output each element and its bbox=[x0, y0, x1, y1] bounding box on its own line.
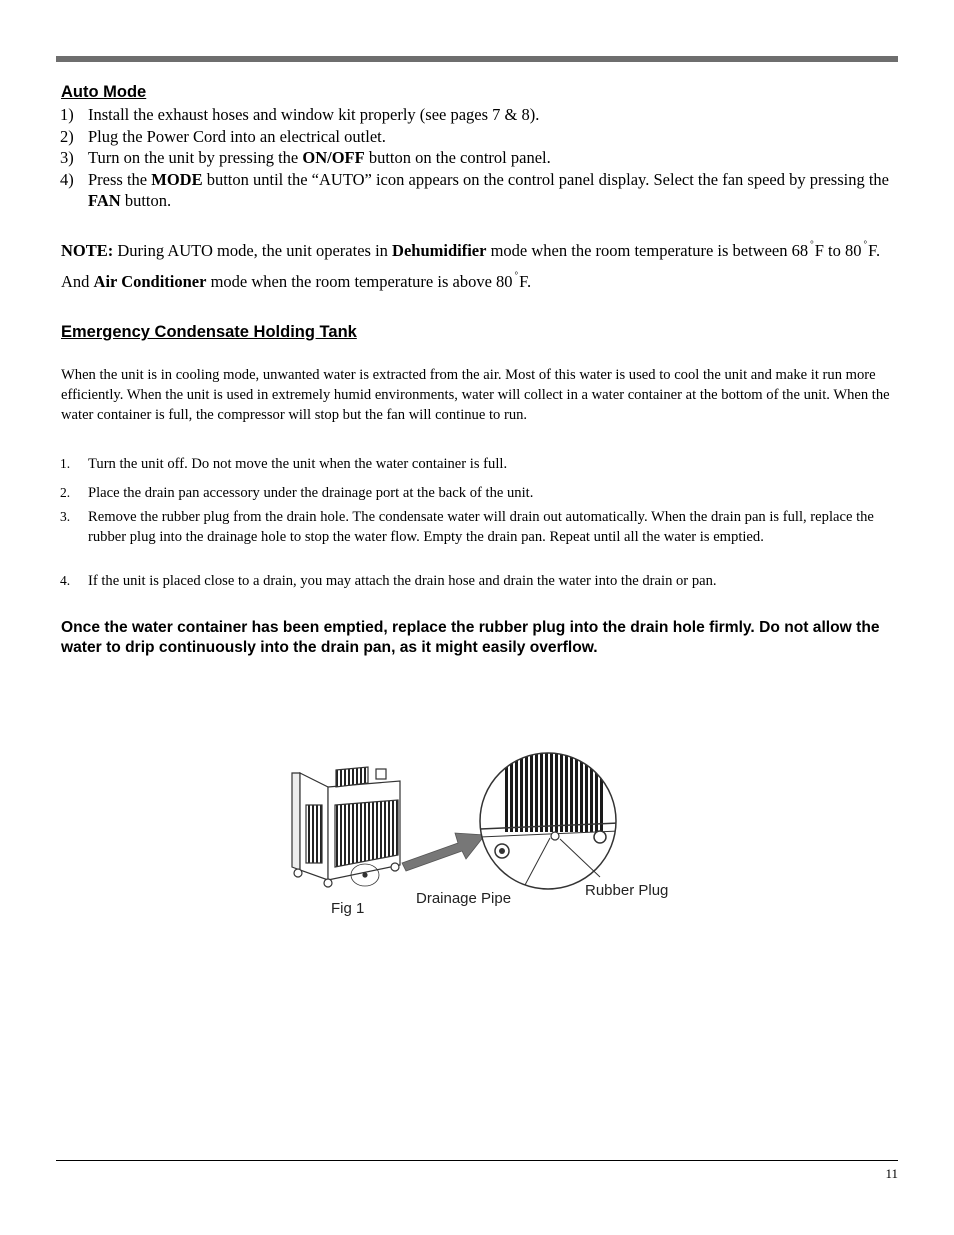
step-number: 2. bbox=[60, 485, 71, 500]
step-text bbox=[88, 147, 898, 169]
list-item bbox=[60, 126, 898, 148]
list-item bbox=[60, 571, 896, 591]
page-number: 11 bbox=[885, 1166, 898, 1181]
step-text-run: button until the “AUTO” icon appears on the control panel display. Select the fan speed by pressing the bbox=[202, 169, 889, 189]
list-item bbox=[60, 147, 898, 169]
step-text-run: Turn on the unit by pressing the bbox=[88, 148, 303, 167]
list-item bbox=[60, 169, 898, 212]
tank-steps bbox=[60, 454, 896, 474]
step-text: Place the drain pan accessory under the drainage port at the back of the unit. bbox=[88, 485, 534, 501]
tank-steps bbox=[60, 483, 896, 503]
step-text bbox=[88, 169, 898, 212]
magnified-view bbox=[480, 745, 620, 895]
tank-steps bbox=[60, 571, 896, 591]
degree-symbol: ° bbox=[863, 239, 868, 249]
note-text-4: F. And bbox=[61, 241, 881, 291]
step-number: 4. bbox=[60, 573, 71, 588]
step-text-run: Plug the Power Cord into an electrical outlet. bbox=[88, 126, 386, 146]
step-text-run: button. bbox=[120, 191, 172, 210]
step-text-run: Press the bbox=[88, 169, 152, 189]
note-text-6: F. bbox=[519, 272, 532, 291]
step-bold-term: MODE bbox=[151, 169, 203, 189]
note-dehumidifier: Dehumidifier bbox=[392, 241, 487, 260]
auto-mode-steps bbox=[60, 104, 898, 212]
step-text bbox=[88, 104, 898, 126]
top-rule bbox=[56, 56, 898, 62]
bottom-rule bbox=[56, 1160, 898, 1161]
step-text: Remove the rubber plug from the drain hole. The condensate water will drain out automatically. When the drain pan is full, replace the rubber plug into the drainage hole to stop the water flow. Empty the drain pan. Repeat until all the water is emptied. bbox=[88, 509, 874, 545]
unit-body bbox=[292, 767, 400, 887]
note-text-2: mode when the room temperature is between 68 bbox=[486, 241, 809, 260]
step-text: Turn the unit off. Do not move the unit when the water container is full. bbox=[88, 456, 508, 472]
tank-heading: Emergency Condensate Holding Tank bbox=[61, 323, 357, 341]
note-text-3: F to 80 bbox=[814, 241, 862, 260]
note-text-1: During AUTO mode, the unit operates in bbox=[113, 241, 393, 260]
list-item bbox=[60, 483, 896, 503]
degree-symbol: ° bbox=[514, 270, 519, 280]
warning-text: Once the water container has been emptied, replace the rubber plug into the drain hole firmly. Do not allow the water to drip continuously into the drain pan, as it might easily overflow. bbox=[61, 619, 880, 656]
figure-drainage bbox=[280, 745, 700, 925]
list-item bbox=[60, 507, 896, 547]
degree-symbol: ° bbox=[810, 239, 814, 249]
step-text bbox=[88, 126, 898, 148]
step-number: 4) bbox=[60, 169, 74, 189]
note-text-5: mode when the room temperature is above 80 bbox=[206, 272, 513, 291]
note-air-conditioner: Air Conditioner bbox=[93, 272, 207, 291]
auto-mode-heading: Auto Mode bbox=[61, 83, 147, 101]
auto-mode-note bbox=[61, 232, 901, 294]
fig-label: Fig 1 bbox=[331, 900, 365, 917]
step-text-run: button on the control panel. bbox=[364, 148, 551, 167]
drainage-pipe-label: Drainage Pipe bbox=[416, 890, 512, 907]
arrow-icon bbox=[402, 833, 485, 871]
step-number: 1. bbox=[60, 456, 71, 471]
tank-intro: When the unit is in cooling mode, unwanted water is extracted from the air. Most of this water is used to cool the unit and make it run more efficiently. When the unit is used in extremely humid environments, water will collect in a water container at the bottom of the unit. When the water container is full, the compressor will stop but the fan will continue to run. bbox=[61, 367, 890, 423]
step-number: 1) bbox=[60, 105, 74, 124]
step-number: 3. bbox=[60, 509, 71, 524]
step-number: 2) bbox=[60, 126, 74, 146]
list-item bbox=[60, 454, 896, 474]
step-bold-term: FAN bbox=[88, 191, 121, 210]
step-bold-term: ON/OFF bbox=[302, 148, 365, 167]
list-item bbox=[60, 104, 898, 126]
tank-steps bbox=[60, 507, 896, 547]
rubber-plug-label: Rubber Plug bbox=[585, 882, 669, 899]
step-text-run: Install the exhaust hoses and window kit properly (see pages 7 & 8). bbox=[88, 105, 540, 124]
note-label: NOTE: bbox=[61, 241, 114, 260]
step-number: 3) bbox=[60, 148, 74, 167]
step-text: If the unit is placed close to a drain, you may attach the drain hose and drain the water into the drain or pan. bbox=[88, 573, 717, 589]
